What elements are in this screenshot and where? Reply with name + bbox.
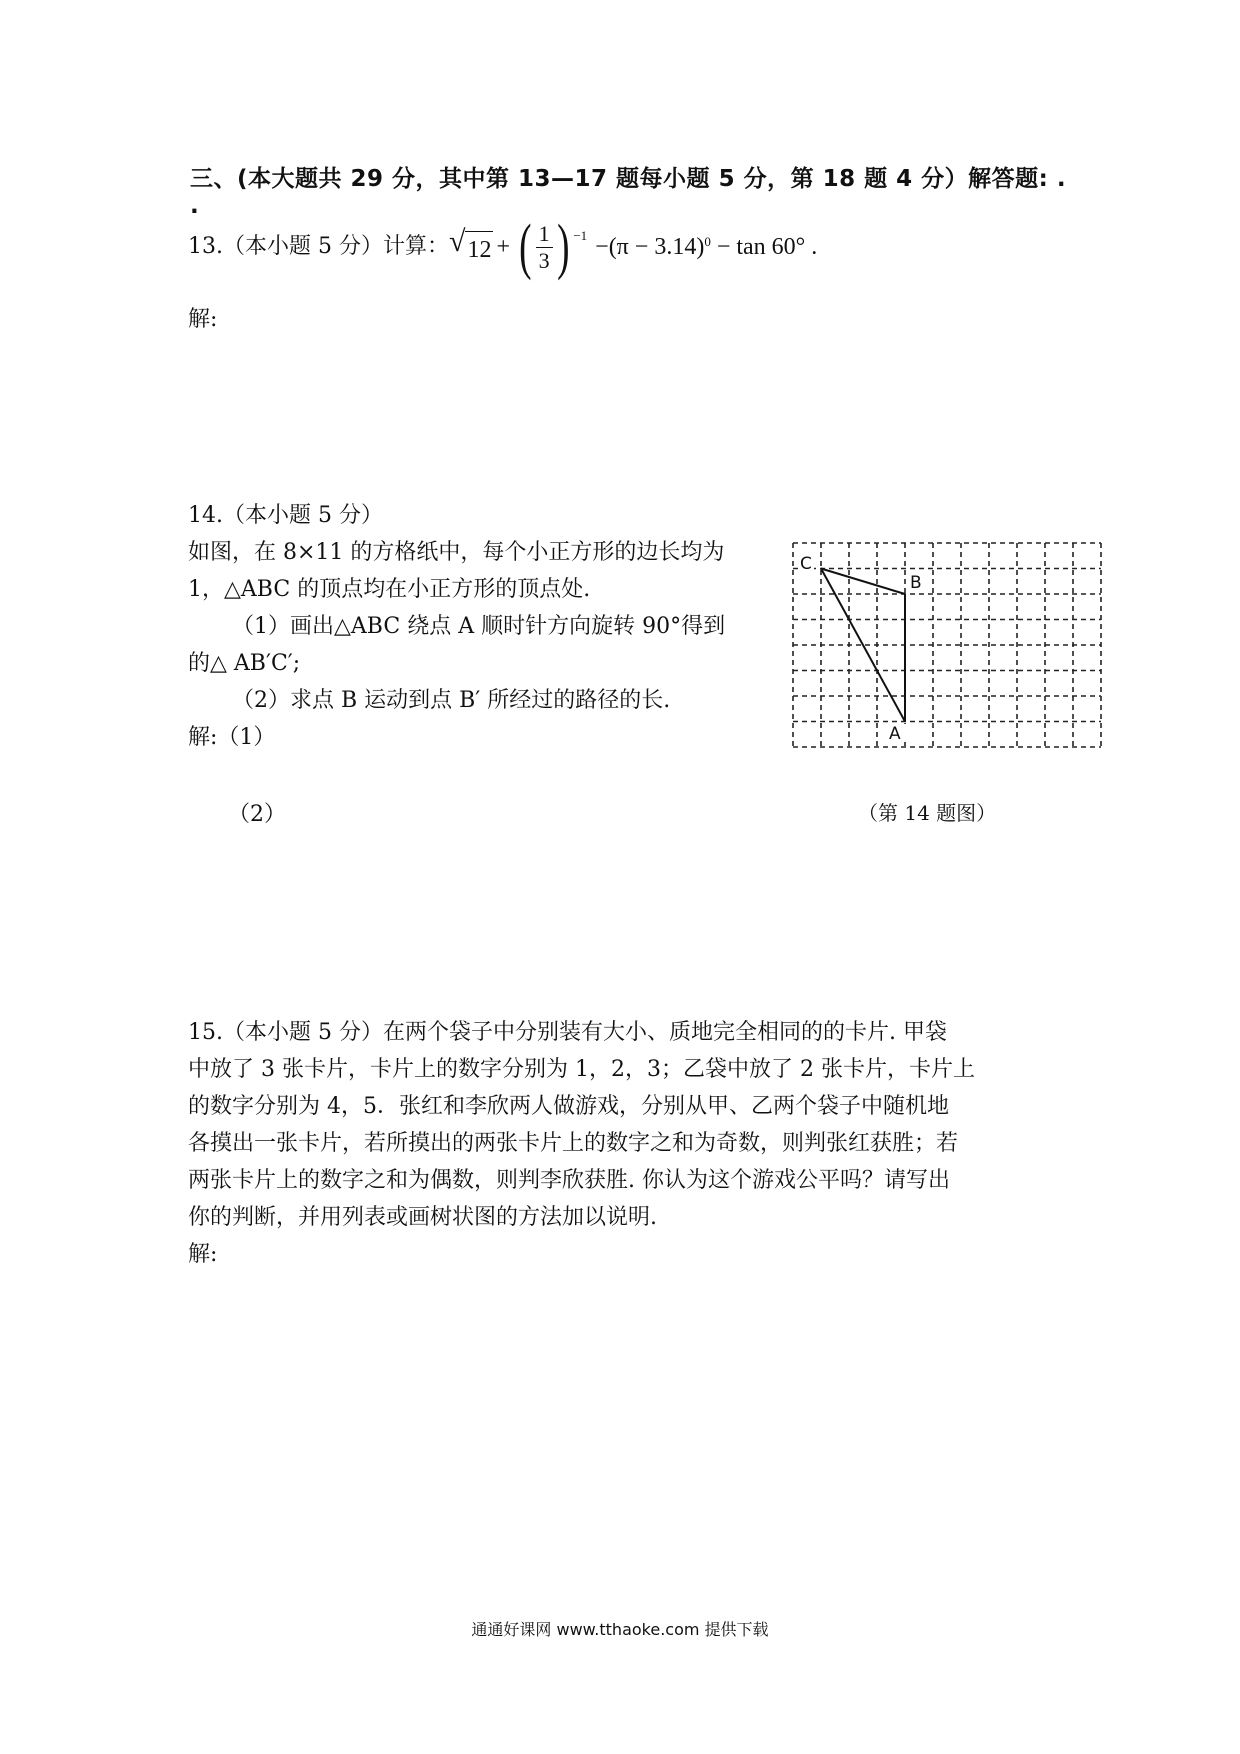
q14-line-2: 1，△ABC 的顶点均在小正方形的顶点处. — [188, 577, 591, 602]
q14-answer-2: （2） — [228, 802, 286, 827]
pi-term: −(π − 3.14) — [595, 234, 705, 260]
q14-line-3: （1）画出△ABC 绕点 A 顺时针方向旋转 90°得到 — [232, 614, 726, 639]
q14-figure — [788, 538, 1118, 787]
q15-line-1: 15.（本小题 5 分）在两个袋子中分别装有大小、质地完全相同的的卡片. 甲袋 — [188, 1020, 947, 1045]
radicand: 12 — [465, 231, 493, 268]
right-paren: ) — [556, 213, 570, 281]
q13-expression — [448, 213, 818, 281]
fraction — [536, 221, 553, 274]
label-a: A — [889, 724, 901, 744]
question-13 — [188, 213, 818, 281]
label-c: C — [800, 554, 812, 574]
plus-sign: + — [496, 234, 510, 260]
q15-line-2: 中放了 3 张卡片，卡片上的数字分别为 1，2，3；乙袋中放了 2 张卡片，卡片上 — [188, 1057, 975, 1082]
fraction-denominator: 3 — [538, 247, 550, 273]
sqrt-12 — [448, 224, 493, 268]
tan-term: − tan 60° . — [716, 234, 818, 260]
q14-line-5: （2）求点 B 运动到点 B′ 所经过的路径的长. — [232, 688, 671, 713]
section-header: 三、(本大题共 29 分，其中第 13—17 题每小题 5 分，第 18 题 4 分）解答题: . . — [190, 166, 1067, 219]
q15-answer-label: 解: — [188, 1242, 218, 1267]
q15-line-5: 两张卡片上的数字之和为偶数，则判李欣获胜. 你认为这个游戏公平吗？请写出 — [188, 1168, 950, 1193]
grid-figure — [788, 538, 1118, 783]
q14-title: 14.（本小题 5 分） — [188, 503, 383, 528]
q15-line-6: 你的判断，并用列表或画树状图的方法加以说明. — [188, 1205, 657, 1230]
page-footer: 通通好课网 www.tthaoke.com 提供下载 — [471, 1620, 769, 1639]
radical-sign: √ — [448, 224, 466, 258]
label-b: B — [910, 573, 922, 593]
q13-prefix: 13.（本小题 5 分）计算： — [188, 234, 449, 259]
q15-line-3: 的数字分别为 4，5．张红和李欣两人做游戏，分别从甲、乙两个袋子中随机地 — [188, 1094, 949, 1119]
q14-line-1: 如图，在 8×11 的方格纸中，每个小正方形的边长均为 — [188, 540, 725, 565]
exponent-zero: 0 — [704, 234, 711, 249]
q14-answer-1: 解:（1） — [188, 725, 276, 750]
q14-line-4: 的△ AB′C′; — [188, 651, 301, 676]
q15-line-4: 各摸出一张卡片，若所摸出的两张卡片上的数字之和为奇数，则判张红获胜；若 — [188, 1131, 959, 1156]
left-paren: ( — [519, 213, 532, 281]
q13-answer-label: 解: — [188, 307, 218, 332]
exponent-neg-one: −1 — [573, 228, 588, 243]
fraction-numerator: 1 — [536, 221, 553, 248]
paren-fraction — [515, 213, 588, 281]
q14-figure-caption: （第 14 题图） — [858, 801, 997, 825]
